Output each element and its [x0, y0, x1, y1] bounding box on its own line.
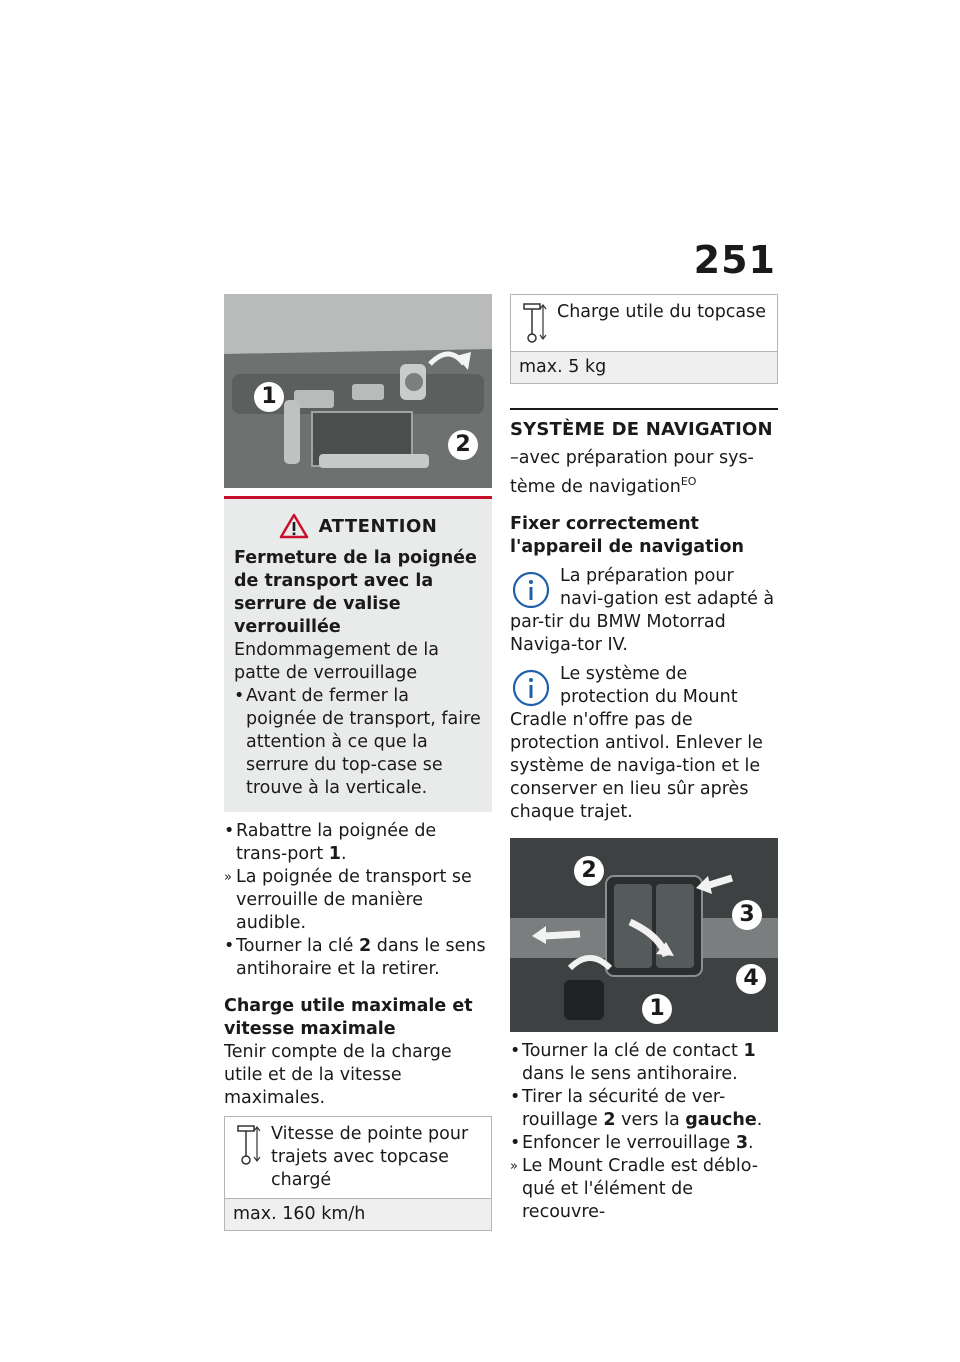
spec-table-speed	[224, 1116, 492, 1231]
load-weight-icon	[521, 301, 549, 345]
step-item: • Tourner la clé 2 dans le sens antihoraire et la retirer.	[224, 936, 486, 979]
page-number: 251	[693, 238, 776, 282]
figure-label-3: 3	[732, 900, 762, 930]
left-column	[224, 294, 492, 1231]
step-item: • Tirer la sécurité de ver-rouillage 2 vers la gauche.	[510, 1086, 763, 1130]
step-bullet: •	[510, 1040, 521, 1061]
attention-heading-row	[234, 513, 482, 539]
step-result-item: » Le Mount Cradle est déblo-qué et l'élément de recouvre-	[510, 1155, 759, 1222]
spec-table-payload	[510, 294, 778, 384]
equipment-line: –avec préparation pour sys-tème de navigation$^{EO}$	[510, 448, 754, 497]
spec-value: max. 5 kg	[511, 351, 777, 383]
figure-label-2: 2	[448, 430, 478, 460]
spec-head	[225, 1117, 491, 1198]
step-bullet: •	[510, 1086, 521, 1107]
spec-head	[511, 295, 777, 351]
info-icon	[510, 569, 552, 611]
step-bullet: •	[510, 1132, 521, 1153]
attention-consequence: Endommagement de la patte de verrouillage	[234, 640, 440, 683]
figure-label-1: 1	[642, 994, 672, 1024]
equipment-code: EO	[680, 475, 697, 488]
intro-text: Tenir compte de la charge utile et de la vitesse maximales.	[224, 1042, 452, 1108]
step-bullet: •	[224, 936, 235, 956]
result-marker: »	[224, 870, 232, 885]
warning-triangle-icon	[279, 513, 309, 539]
attention-heading: ATTENTION	[318, 515, 438, 537]
right-column	[510, 294, 778, 1224]
step-bullet: •	[224, 821, 235, 841]
info-icon	[510, 667, 552, 709]
note-text: Le système de protection du Mount Cradle n'offre pas de protection antivol. Enlever le système de naviga-tion et le conserver en lieu sûr après chaque trajet.	[510, 663, 763, 822]
step-item: • Tourner la clé de contact 1 dans le sens antihoraire.	[510, 1040, 756, 1084]
step-result-item: » La poignée de transport se verrouille de manière audible.	[224, 867, 472, 933]
step-item: • Rabattre la poignée de trans-port 1.	[224, 821, 437, 864]
subheading-fix-device: Fixer correctement l'appareil de navigation	[510, 513, 744, 557]
right-steps	[510, 1040, 778, 1224]
mount-cradle-figure	[510, 838, 778, 1032]
topcase-handle-figure	[224, 294, 492, 488]
attention-box	[224, 496, 492, 812]
load-weight-icon	[235, 1123, 263, 1167]
spec-label: Charge utile du topcase	[557, 302, 767, 322]
section-title: SYSTÈME DE NAVIGATION	[510, 408, 778, 441]
step-item: • Enfoncer le verrouillage 3.	[510, 1132, 754, 1153]
result-marker: »	[510, 1158, 518, 1174]
note-text: La préparation pour navi-gation est adapté à par-tir du BMW Motorrad Naviga-tor IV.	[510, 565, 775, 655]
figure-label-1: 1	[254, 382, 284, 412]
spec-label: Vitesse de pointe pour trajets avec topcase chargé	[271, 1124, 469, 1190]
figure-label-2: 2	[574, 856, 604, 886]
figure-label-4: 4	[736, 964, 766, 994]
info-note	[510, 565, 778, 657]
spec-value: max. 160 km/h	[225, 1198, 491, 1230]
left-steps	[224, 820, 492, 981]
subheading-max-load: Charge utile maximale et vitesse maximale	[224, 996, 473, 1039]
attention-bullets	[234, 685, 482, 800]
info-note	[510, 663, 778, 824]
attention-bullet: • Avant de fermer la poignée de transport, faire attention à ce que la serrure du top-case se trouve à la verticale.	[234, 685, 482, 800]
attention-title: Fermeture de la poignée de transport avec la serrure de valise verrouillée	[234, 548, 477, 637]
